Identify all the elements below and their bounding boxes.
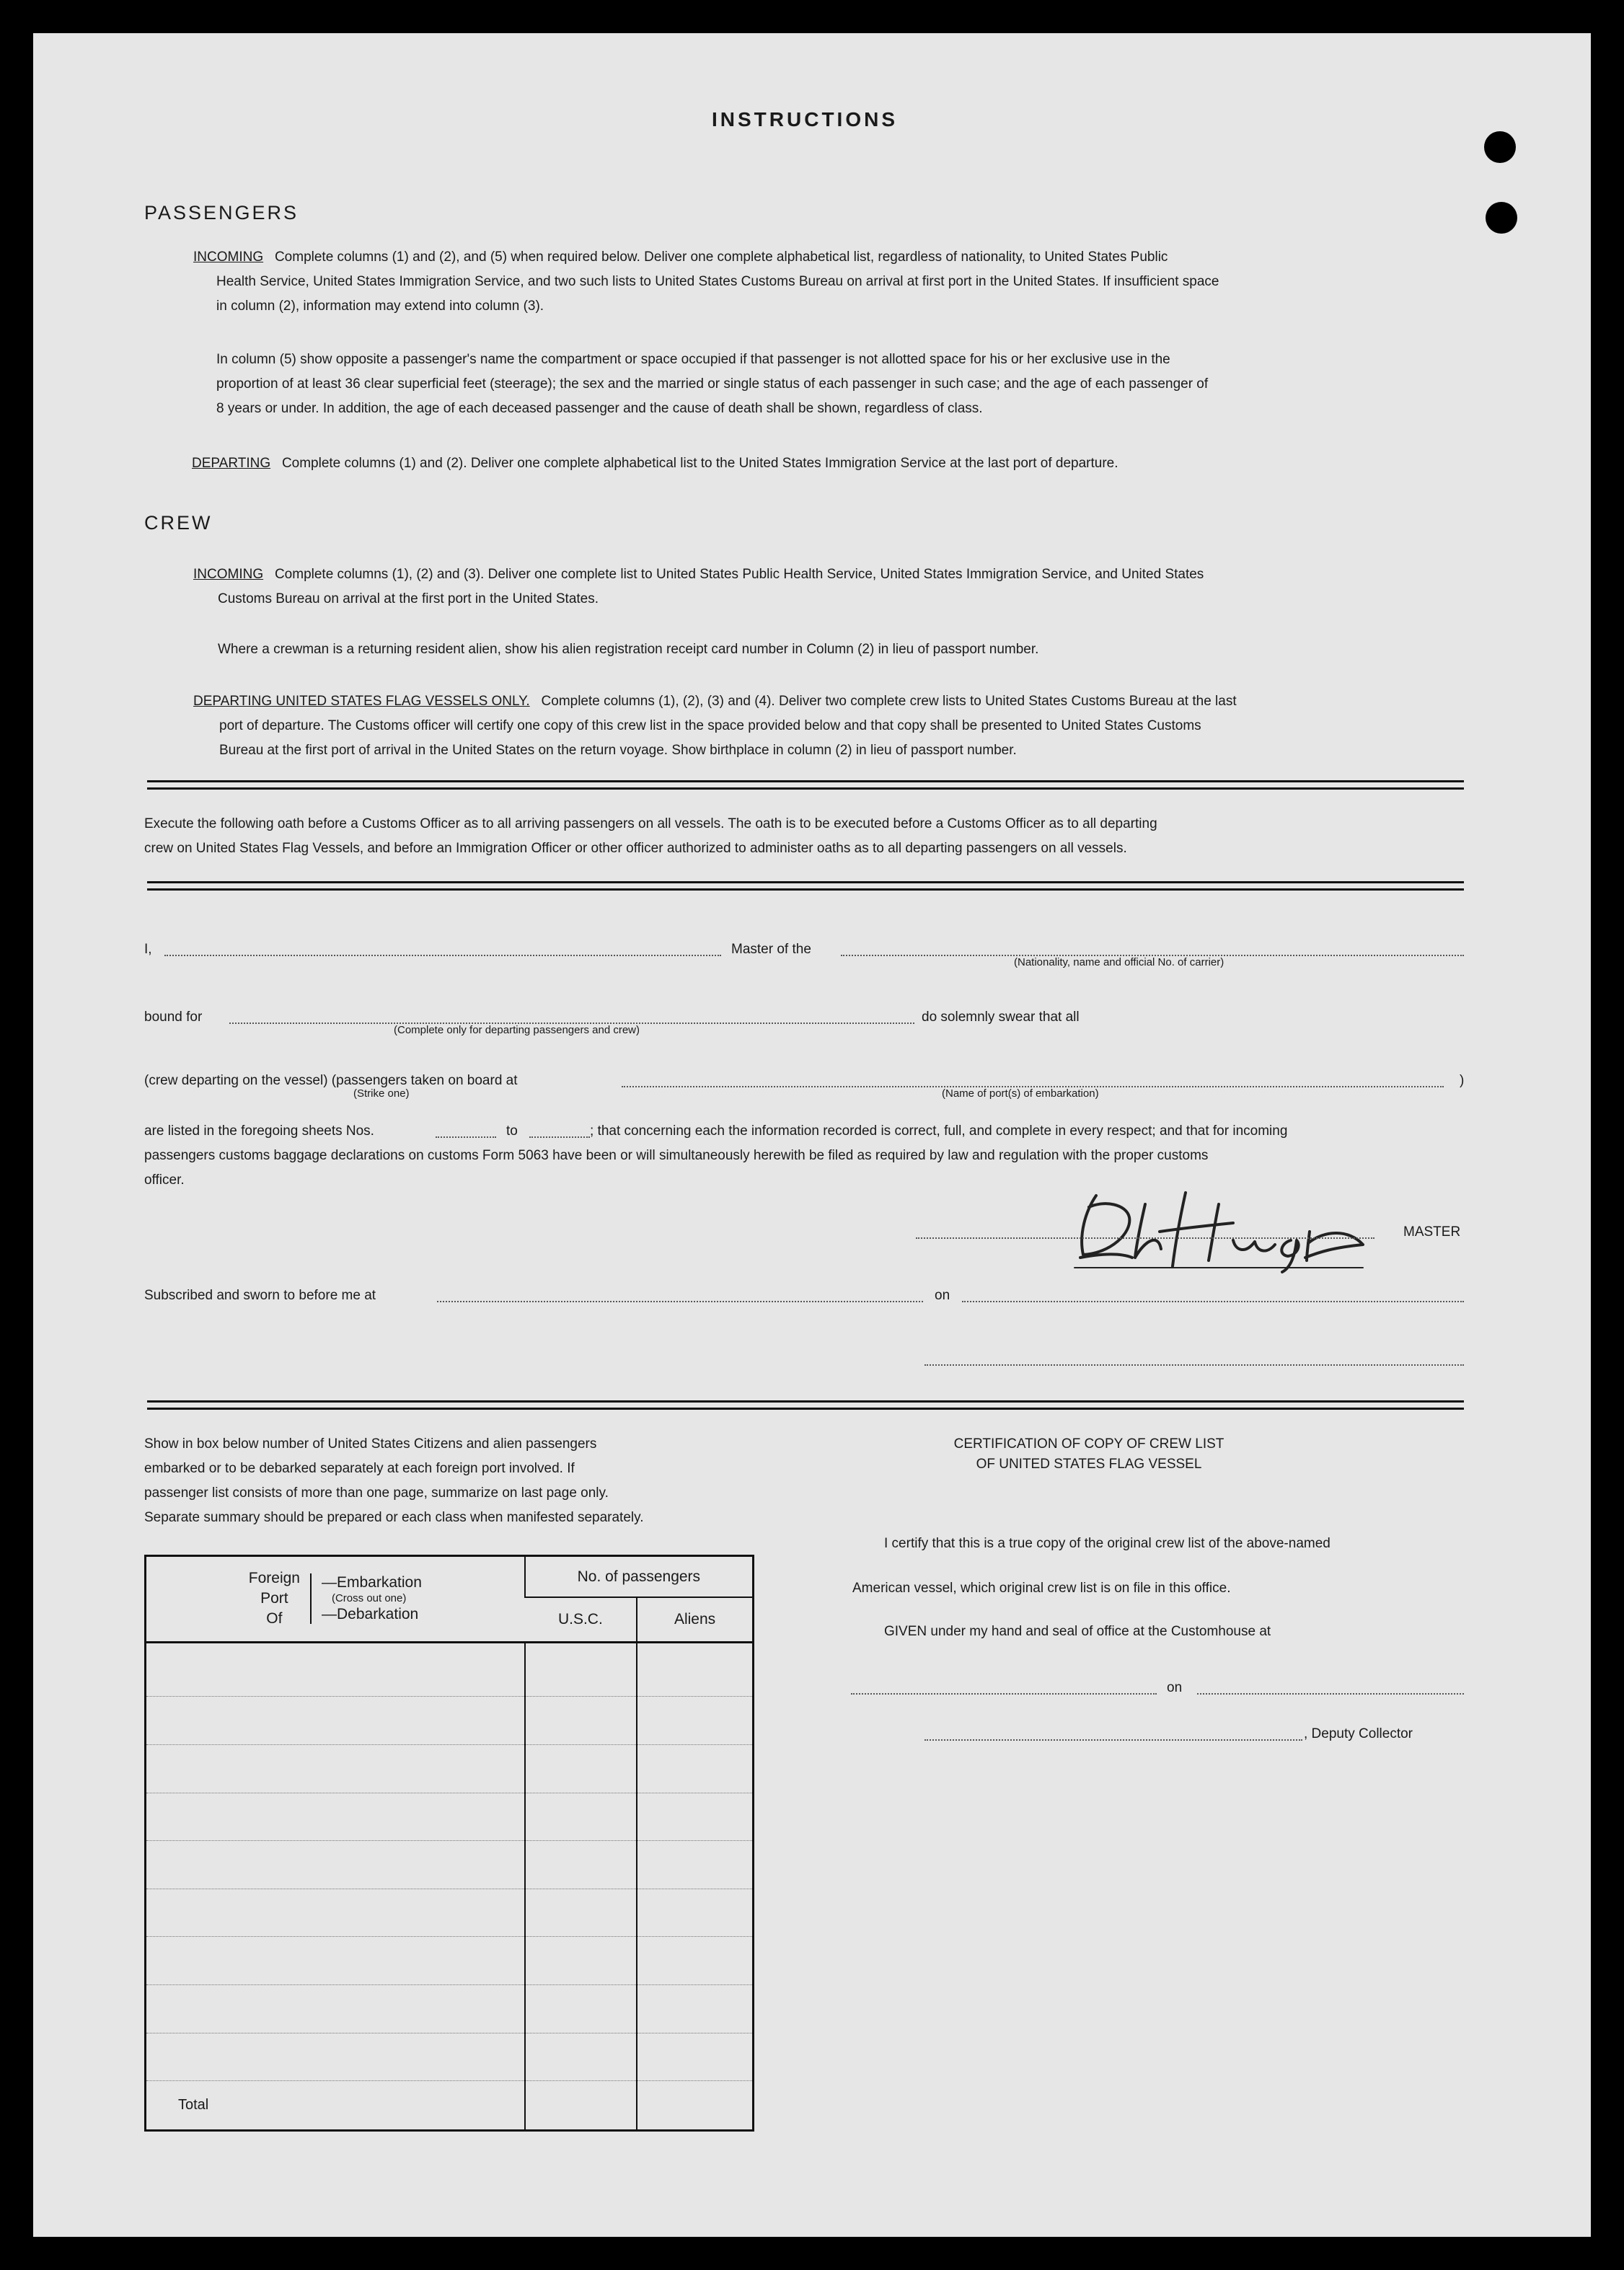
- bound-hint: (Complete only for departing passengers and crew): [394, 1024, 640, 1036]
- divider: [147, 1408, 1464, 1410]
- foreign-label: Foreign: [248, 1570, 300, 1587]
- listed-text-line3: officer.: [144, 1172, 185, 1188]
- table-row: [146, 1841, 754, 1889]
- column5-text-2: proportion of at least 36 clear superficial feet (steerage); the sex and the married or single status of each passenger in such case; and the age of each passenger of: [216, 376, 1209, 392]
- crew-resident-text: Where a crewman is a returning resident alien, show his alien registration receipt card number in Column (2) in lieu of passport number.: [218, 642, 1039, 657]
- customhouse-field[interactable]: [851, 1693, 1157, 1695]
- table-row: [146, 1889, 754, 1937]
- divider: [147, 888, 1464, 891]
- certification-title-2: OF UNITED STATES FLAG VESSEL: [976, 1457, 1202, 1472]
- master-signature-line[interactable]: [916, 1237, 1374, 1239]
- listed-to: to: [506, 1123, 518, 1139]
- strike-one-hint: (Strike one): [353, 1087, 410, 1100]
- certification-date-field[interactable]: [1197, 1693, 1464, 1695]
- divider: [147, 787, 1464, 790]
- crew-departing-text: DEPARTING UNITED STATES FLAG VESSELS ONLY. Complete columns (1), (2), (3) and (4). Deliver two complete crew lists to United States Customs Bureau at the last: [193, 694, 1237, 709]
- deputy-signature-field[interactable]: [924, 1739, 1302, 1741]
- master-of-label: Master of the: [731, 942, 811, 957]
- crew-departing-oath: (crew departing on the vessel) (passengers taken on board at: [144, 1073, 518, 1088]
- crew-heading: CREW: [144, 512, 213, 534]
- table-row: [146, 2033, 754, 2081]
- passengers-incoming-text: INCOMING Complete columns (1) and (2), and (5) when required below. Deliver one complete alphabetical list, regardless of nationality, to United States Public: [193, 249, 1168, 265]
- oath-instructions-1: Execute the following oath before a Customs Officer as to all arriving passengers on all vessels. The oath is to be executed before a Customs Officer as to all departing: [144, 816, 1157, 831]
- summary-note-1: Show in box below number of United States Citizens and alien passengers: [144, 1436, 597, 1452]
- passengers-departing-label: DEPARTING: [192, 456, 271, 471]
- total-row: [146, 2081, 754, 2131]
- cross-out-hint: (Cross out one): [331, 1592, 407, 1605]
- sworn-on-label: on: [935, 1288, 950, 1303]
- aliens-header: Aliens: [637, 1597, 753, 1642]
- summary-note-2: embarked or to be debarked separately at each foreign port involved. If: [144, 1461, 575, 1476]
- column5-text-1: In column (5) show opposite a passenger's name the compartment or space occupied if that passenger is not allotted space for his or her exclusive use in the: [216, 352, 1170, 367]
- sheet-from-field[interactable]: [436, 1136, 496, 1138]
- crew-departing-label: DEPARTING UNITED STATES FLAG VESSELS ONLY.: [193, 694, 530, 709]
- crew-incoming-label: INCOMING: [193, 567, 264, 582]
- debarkation-option[interactable]: —Debarkation: [321, 1606, 419, 1623]
- no-passengers-header: No. of passengers: [525, 1556, 754, 1598]
- of-label: Of: [266, 1610, 283, 1628]
- certification-text-3: GIVEN under my hand and seal of office at the Customhouse at: [884, 1624, 1271, 1639]
- passenger-summary-table: [144, 1555, 754, 2132]
- table-row: [146, 1984, 754, 2033]
- passengers-incoming-text-3: in column (2), information may extend into column (3).: [216, 299, 544, 314]
- passengers-incoming-label: INCOMING: [193, 249, 264, 265]
- oath-instructions-2: crew on United States Flag Vessels, and before an Immigration Officer or other officer authorized to administer oaths as to all departing passengers on all vessels.: [144, 841, 1127, 856]
- embarkation-option[interactable]: —Embarkation: [321, 1574, 422, 1591]
- port-header: [146, 1556, 525, 1643]
- listed-text-line2: passengers customs baggage declarations on customs Form 5063 have been or will simultaneously herewith be filed as required by law and regulation with the proper customs: [144, 1148, 1209, 1163]
- punch-hole: [1486, 202, 1517, 234]
- listed-text-1: are listed in the foregoing sheets Nos.: [144, 1123, 374, 1139]
- divider: [147, 780, 1464, 782]
- page-title: INSTRUCTIONS: [712, 108, 898, 131]
- close-paren: ): [1460, 1073, 1465, 1088]
- sworn-date-field[interactable]: [962, 1301, 1464, 1302]
- subscribed-label: Subscribed and sworn to before me at: [144, 1288, 376, 1303]
- total-label: Total: [146, 2081, 525, 2131]
- master-signature: [916, 1183, 1377, 1276]
- punch-hole: [1484, 131, 1516, 163]
- crew-incoming-text-2: Customs Bureau on arrival at the first port in the United States.: [218, 591, 599, 606]
- divider: [147, 1400, 1464, 1403]
- oath-i-label: I,: [144, 942, 152, 957]
- ports-hint: (Name of port(s) of embarkation): [942, 1087, 1099, 1100]
- crew-incoming-text: INCOMING Complete columns (1), (2) and (3). Deliver one complete list to United States Public Health Service, United States Immigration Service, and United States: [193, 567, 1204, 582]
- column5-text-3: 8 years or under. In addition, the age of each deceased passenger and the cause of death shall be shown, regardless of class.: [216, 401, 983, 416]
- table-row: [146, 1642, 754, 1696]
- divider: [147, 881, 1464, 883]
- crew-departing-text-2: port of departure. The Customs officer will certify one copy of this crew list in the space provided below and that copy shall be presented to United States Customs: [219, 718, 1201, 733]
- swear-text: do solemnly swear that all: [922, 1010, 1080, 1025]
- usc-header: U.S.C.: [525, 1597, 637, 1642]
- table-row: [146, 1744, 754, 1793]
- crew-departing-text-3: Bureau at the first port of arrival in the United States on the return voyage. Show birthplace in column (2) in lieu of passport number.: [219, 743, 1017, 758]
- bound-for-label: bound for: [144, 1010, 203, 1025]
- officer-signature-field[interactable]: [924, 1364, 1464, 1366]
- port-label: Port: [260, 1590, 288, 1607]
- certification-on-label: on: [1167, 1680, 1183, 1695]
- certification-text-2: American vessel, which original crew list is on file in this office.: [852, 1581, 1231, 1596]
- sheet-to-field[interactable]: [529, 1136, 590, 1138]
- carrier-hint: (Nationality, name and official No. of carrier): [1014, 956, 1224, 968]
- master-label: MASTER: [1403, 1224, 1461, 1240]
- table-row: [146, 1793, 754, 1841]
- listed-text-2: ; that concerning each the information recorded is correct, full, and complete in every respect; and that for incoming: [590, 1123, 1288, 1139]
- table-row: [146, 1697, 754, 1745]
- sworn-place-field[interactable]: [437, 1301, 923, 1302]
- summary-note-3: passenger list consists of more than one page, summarize on last page only.: [144, 1485, 609, 1501]
- deputy-collector-label: , Deputy Collector: [1304, 1726, 1413, 1741]
- table-row: [146, 1937, 754, 1985]
- passengers-heading: PASSENGERS: [144, 202, 299, 224]
- certification-title-1: CERTIFICATION OF COPY OF CREW LIST: [953, 1436, 1224, 1452]
- passengers-departing-text: DEPARTING Complete columns (1) and (2). Deliver one complete alphabetical list to the United States Immigration Service at the last port of departure.: [192, 456, 1118, 471]
- master-name-field[interactable]: [164, 955, 721, 956]
- certification-text-1: I certify that this is a true copy of the original crew list of the above-named: [884, 1536, 1330, 1551]
- passengers-incoming-text-2: Health Service, United States Immigration Service, and two such lists to United States Customs Bureau on arrival at first port in the United States. If insufficient space: [216, 274, 1219, 289]
- summary-note-4: Separate summary should be prepared or each class when manifested separately.: [144, 1510, 644, 1525]
